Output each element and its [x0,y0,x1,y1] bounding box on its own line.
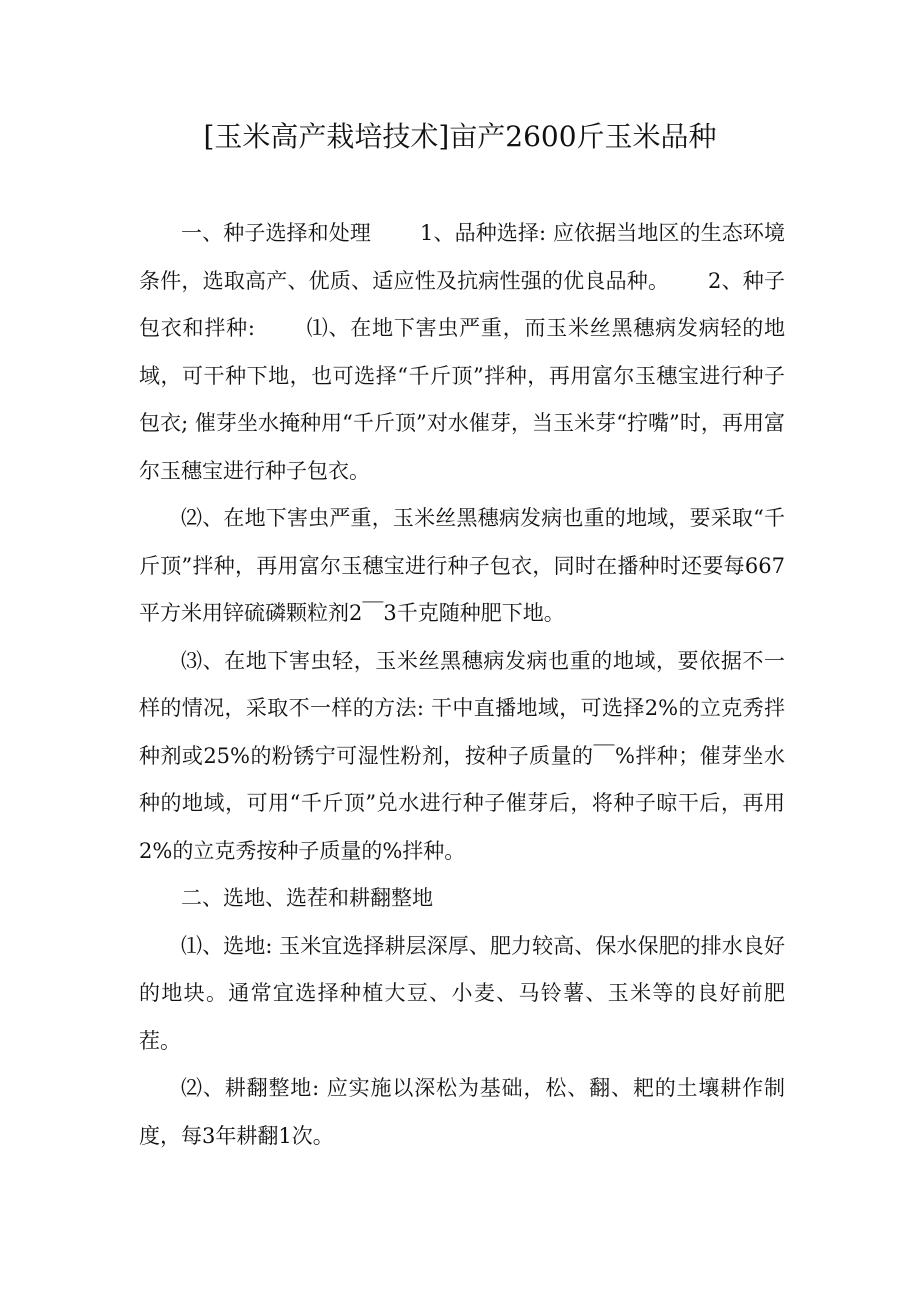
paragraph-land-selection: ⑴、选地: 玉米宜选择耕层深厚、肥力较高、保水保肥的排水良好的地块。通常宜选择种植大豆、小麦、马铃薯、玉米等的良好前肥茬。 [139,933,785,1053]
paragraph-seed-treatment-3: ⑶、在地下害虫轻，玉米丝黑穗病发病也重的地域，要依据不一样的情况，采取不一样的方法: 干中直播地域，可选择2%的立克秀拌种剂或25%的粉锈宁可湿性粉剂，按种子质量的￣%拌种；催芽坐水种的地域，可用“千斤顶”兑水进行种子催芽后，将种子晾干后，再用2%的立克秀按种子质量的%拌种。 [139,648,785,863]
document-title: [玉米高产栽培技术]亩产2600斤玉米品种 [203,120,717,153]
paragraph-tillage: ⑵、耕翻整地: 应实施以深松为基础，松、翻、耙的土壤耕作制度，每3年耕翻1次。 [139,1076,785,1148]
paragraph-seed-selection: 一、种子选择和处理 1、品种选择: 应依据当地区的生态环境条件，选取高产、优质、适应性及抗病性强的优良品种。 2、种子包衣和拌种: ⑴、在地下害虫严重，而玉米丝黑穗病发病轻的地域，可干种下地，也可选择“千斤顶”拌种，再用富尔玉穗宝进行种子包衣; 催芽坐水掩种用“千斤顶”对水催芽，当玉米芽“拧嘴”时，再用富尔玉穗宝进行种子包衣。 [139,221,785,483]
document-body [139,210,785,1160]
paragraph-seed-treatment-2: ⑵、在地下害虫严重，玉米丝黑穗病发病也重的地域，要采取“千斤顶”拌种，再用富尔玉穗宝进行种子包衣，同时在播种时还要每667平方米用锌硫磷颗粒剂2￣3千克随种肥下地。 [139,506,785,625]
section-heading-land-selection: 二、选地、选茬和耕翻整地 [181,886,433,910]
